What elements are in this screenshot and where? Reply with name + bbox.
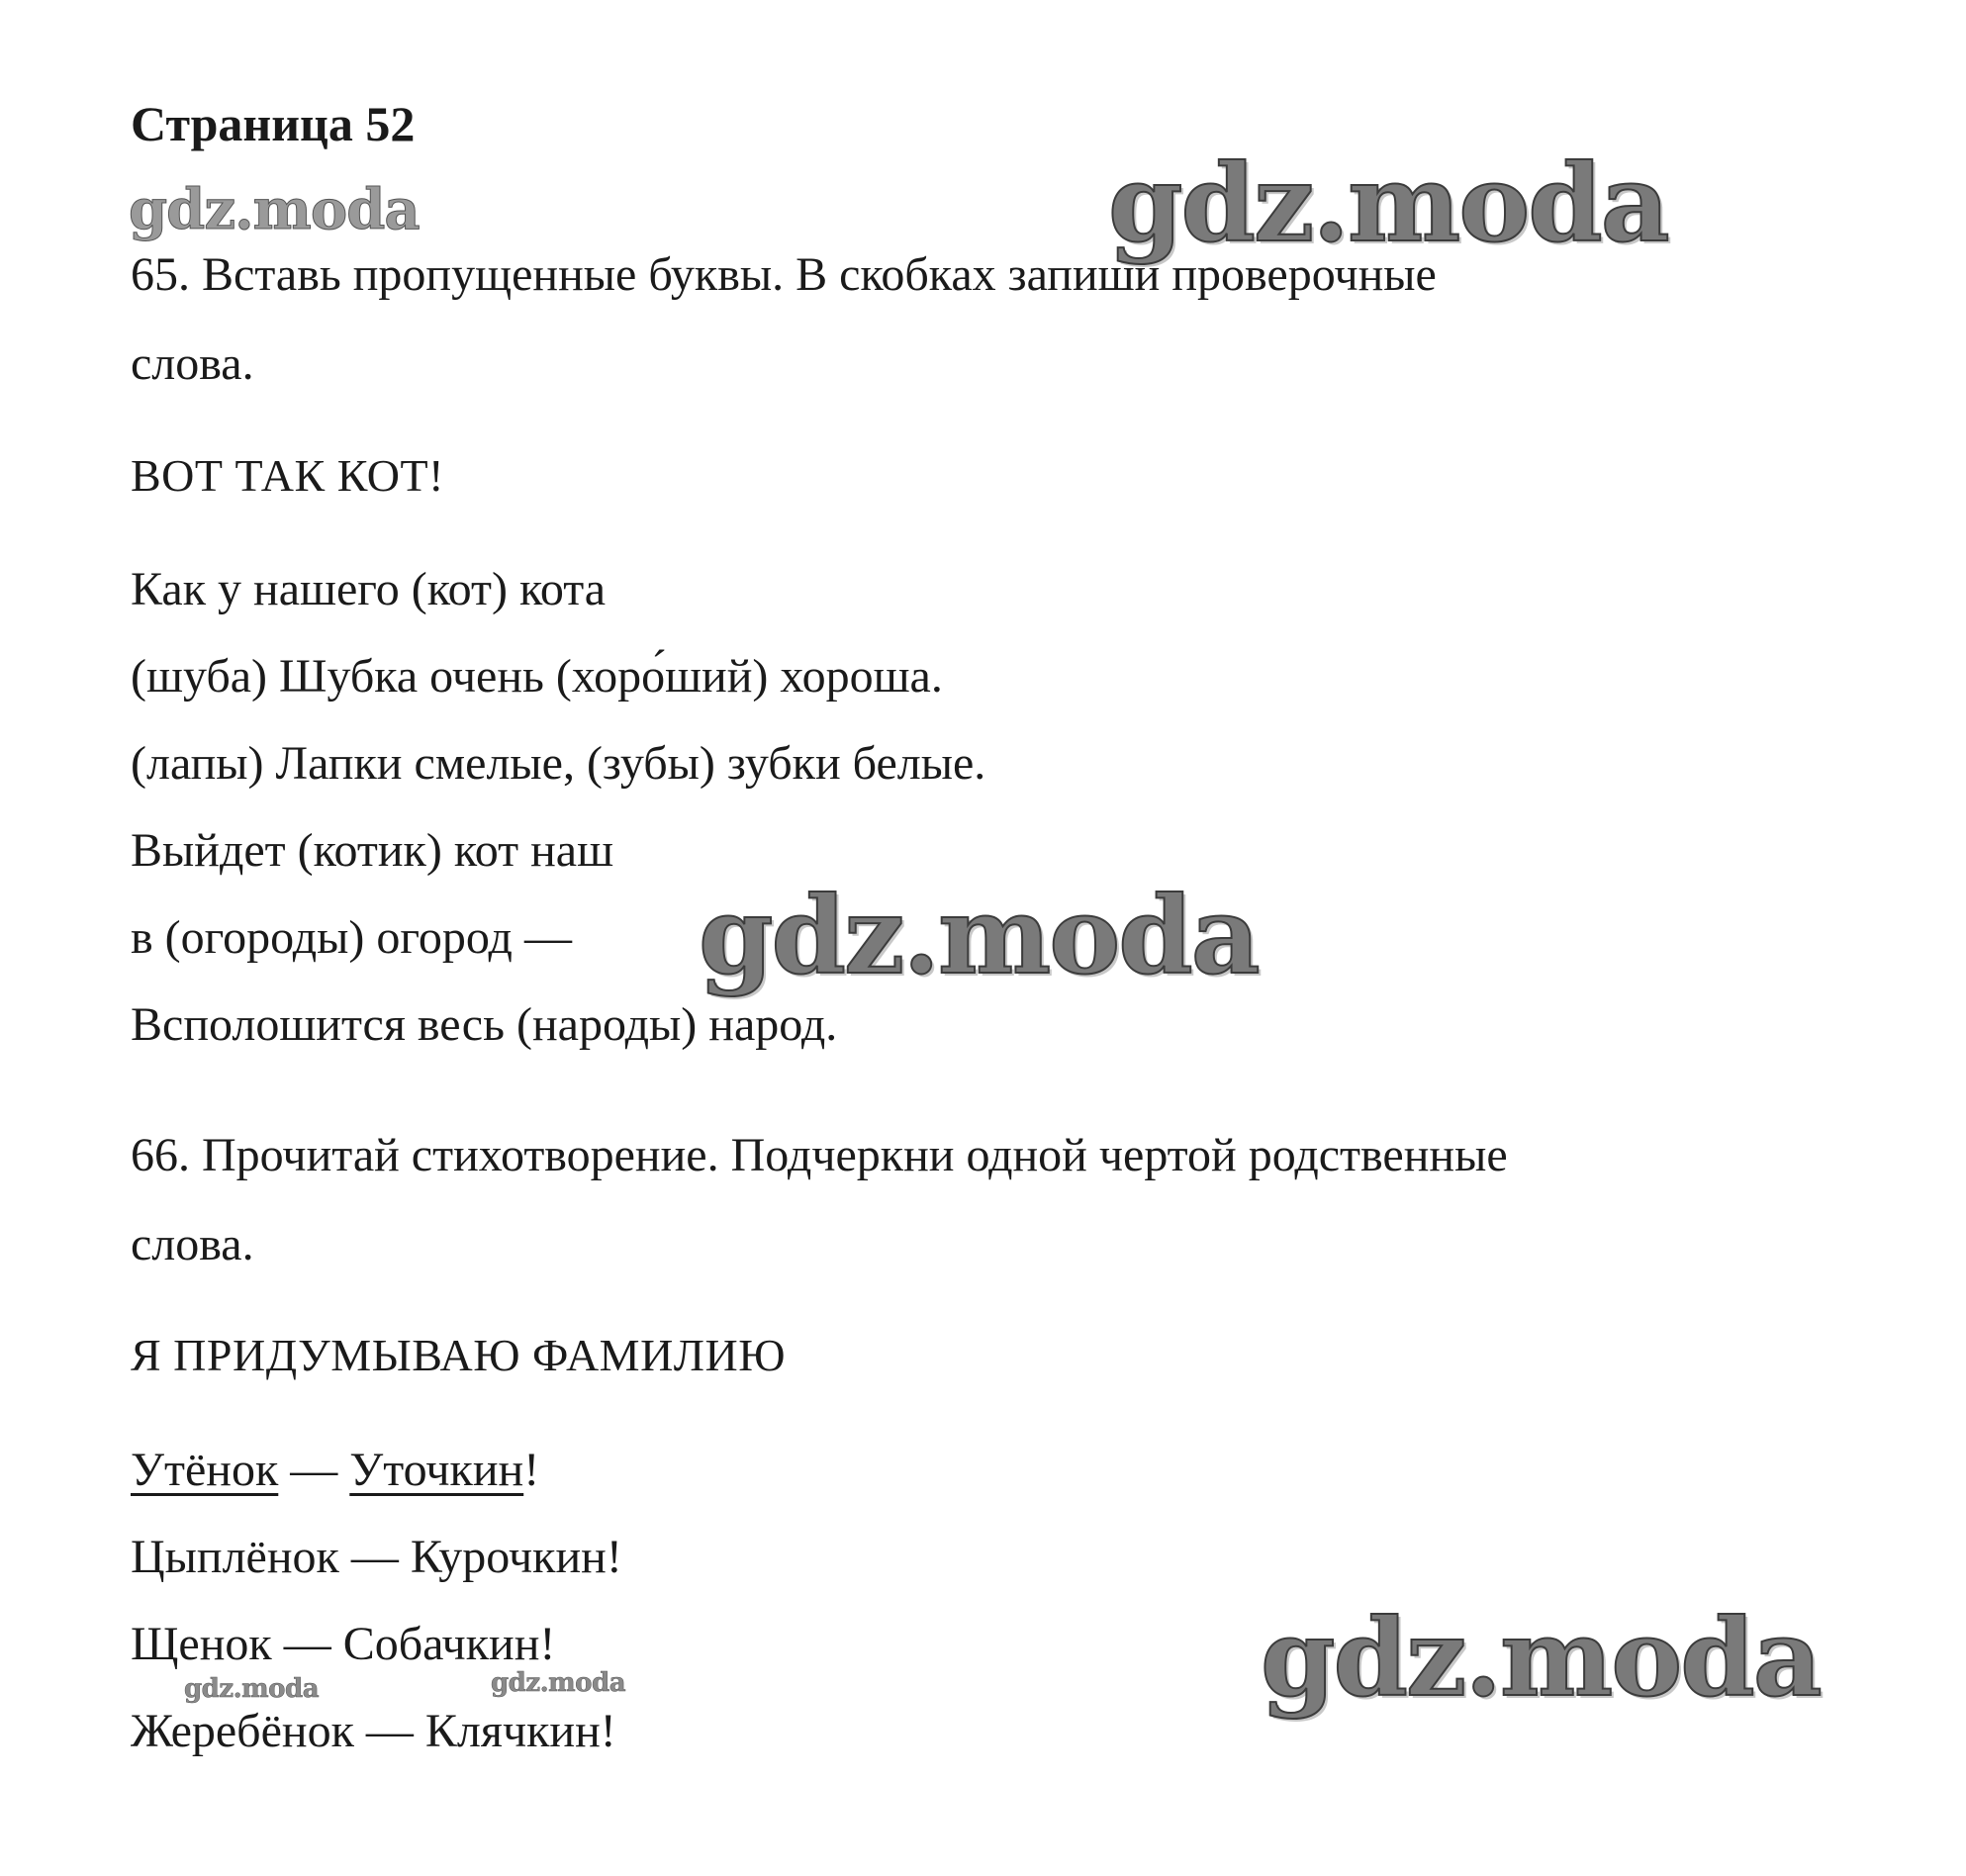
- underlined-word-1: Утёнок: [131, 1444, 279, 1496]
- watermark-middle: gdz.moda: [699, 874, 1259, 998]
- task65-poem-line-5: в (огороды) огород —: [131, 911, 572, 964]
- task65-poem-line-4: Выйдет (котик) кот наш: [131, 824, 614, 877]
- task65-poem-line-2: (шуба) Шубка очень (хоро́ший) хороша.: [131, 650, 943, 703]
- underlined-word-2: Уточкин: [349, 1444, 524, 1496]
- task66-poem-line-2: Цыплёнок — Курочкин!: [131, 1531, 622, 1583]
- task66-poem-title: Я ПРИДУМЫВАЮ ФАМИЛИЮ: [131, 1330, 786, 1380]
- watermark-small-1: gdz.moda: [184, 1674, 320, 1704]
- task65-poem-title: ВОТ ТАК КОТ!: [131, 450, 444, 501]
- watermark-top-left: gdz.moda: [129, 177, 420, 242]
- task66-instruction-line2: слова.: [131, 1218, 254, 1270]
- page-heading: Страница 52: [131, 96, 416, 151]
- task66-poem-line-4: Жеребёнок — Клячкин!: [131, 1705, 616, 1757]
- exclamation: !: [523, 1444, 540, 1496]
- task65-instruction-line1: 65. Вставь пропущенные буквы. В скобках запиши проверочные: [131, 248, 1437, 301]
- task65-poem-line-3: (лапы) Лапки смелые, (зубы) зубки белые.: [131, 737, 986, 790]
- task65-poem-line-6: Всполошится весь (народы) народ.: [131, 998, 838, 1051]
- task65-poem-line-1: Как у нашего (кот) кота: [131, 563, 607, 615]
- watermark-small-2: gdz.moda: [491, 1668, 626, 1698]
- watermark-bottom-right: gdz.moda: [1261, 1596, 1821, 1721]
- dash: —: [278, 1444, 350, 1496]
- task66-instruction-line1: 66. Прочитай стихотворение. Подчеркни одной чертой родственные: [131, 1129, 1508, 1181]
- task65-instruction-line2: слова.: [131, 337, 254, 390]
- watermark-top-right: gdz.moda: [1108, 141, 1668, 266]
- task66-poem-line-3: Щенок — Собачкин!: [131, 1618, 556, 1670]
- task66-poem-line-1: [131, 1444, 540, 1496]
